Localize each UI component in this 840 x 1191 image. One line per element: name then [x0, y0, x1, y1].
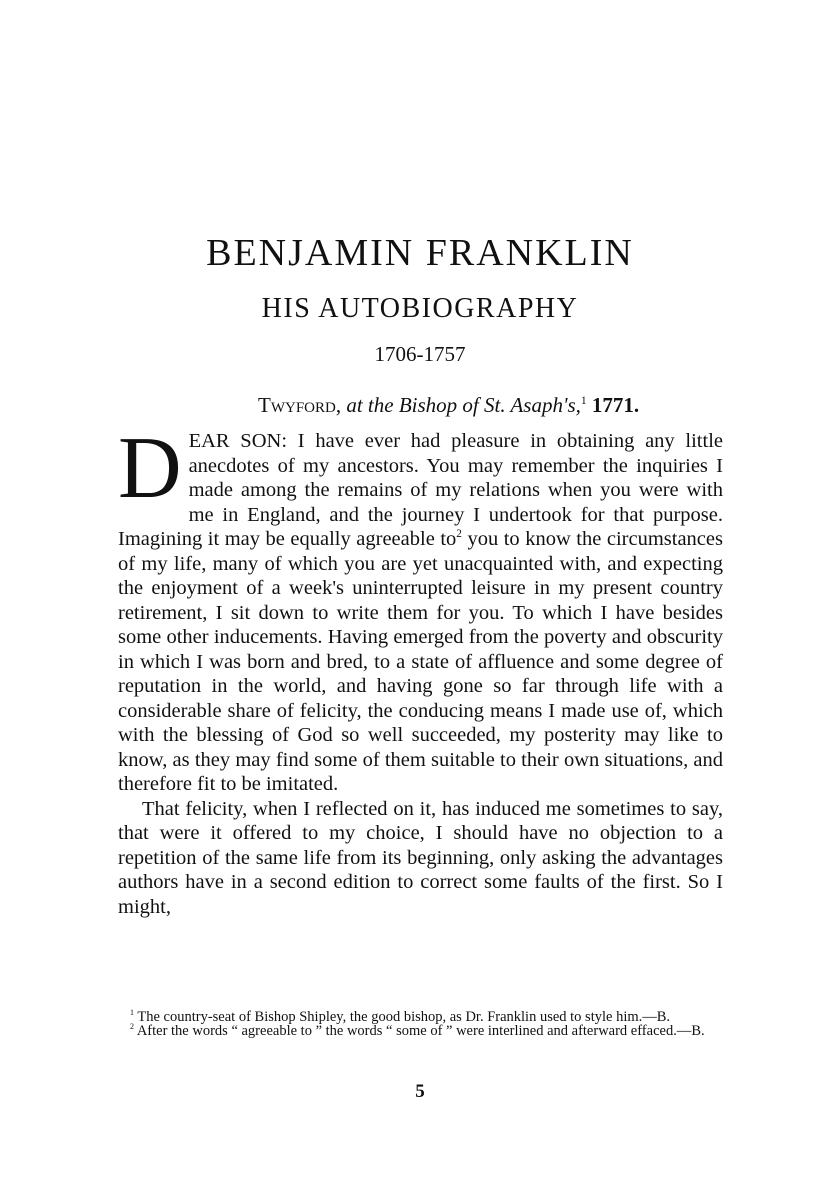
footnote-1-text: The country-seat of Bishop Shipley, the good bishop, as Dr. Franklin used to style him.—B. [137, 1009, 671, 1025]
page-number: 5 [415, 1081, 425, 1102]
footnote-2 [118, 1024, 723, 1038]
paragraph-1-text-a: EAR SON: I have ever had pleasure in obtaining any little anecdotes of my ancestors. You may remember the inquiries I made among the remains of my relations when you were with me in England, and the journey I undertook for that purpose. Imagining it may be equally agreeable to [118, 430, 723, 550]
dateline-location: at the Bishop of St. Asaph's, [346, 393, 581, 417]
footnote-ref-2: 2 [456, 528, 462, 541]
footnote-marker-1: 1 [130, 1008, 134, 1018]
book-subtitle: HIS AUTOBIOGRAPHY [261, 293, 579, 324]
paragraph-1 [118, 420, 723, 797]
footnote-ref-1: 1 [580, 395, 587, 407]
footnotes [118, 1010, 723, 1038]
dateline [258, 393, 639, 418]
dateline-year: 1771. [591, 393, 640, 417]
dateline-place: Twyford, [258, 393, 342, 417]
paragraph-2: That felicity, when I reflected on it, has induced me sometimes to say, that were it offered to my choice, I should have no objection to a repetition of the same life from its beginning, only asking the advantages authors have in a second edition to correct some faults of the first. So I might, [118, 797, 723, 918]
years-span: 1706-1757 [374, 342, 466, 366]
footnote-1 [118, 1010, 723, 1024]
drop-cap: D [118, 420, 182, 517]
footnote-2-text: After the words “ agreeable to ” the words “ some of ” were interlined and afterward effaced.—B. [136, 1023, 705, 1039]
paragraph-1-text-b: you to know the circumstances of my life, many of which you are yet unacquainted with, and expecting the enjoyment of a week's uninterrupted leisure in my present country retirement, I sit down to write them for you. To which I have besides some other inducements. Having emerged from the poverty and obscurity in which I was born and bred, to a state of affluence and some degree of reputation in the world, and having gone so far through life with a considerable share of felicity, the conducing means I made use of, which with the blessing of God so well succeeded, my posterity may like to know, as they may find some of them suitable to their own situations, and therefore fit to be imitated. [118, 528, 723, 795]
body-text [118, 420, 723, 919]
book-title: BENJAMIN FRANKLIN [206, 232, 634, 274]
footnote-marker-2: 2 [130, 1022, 134, 1032]
